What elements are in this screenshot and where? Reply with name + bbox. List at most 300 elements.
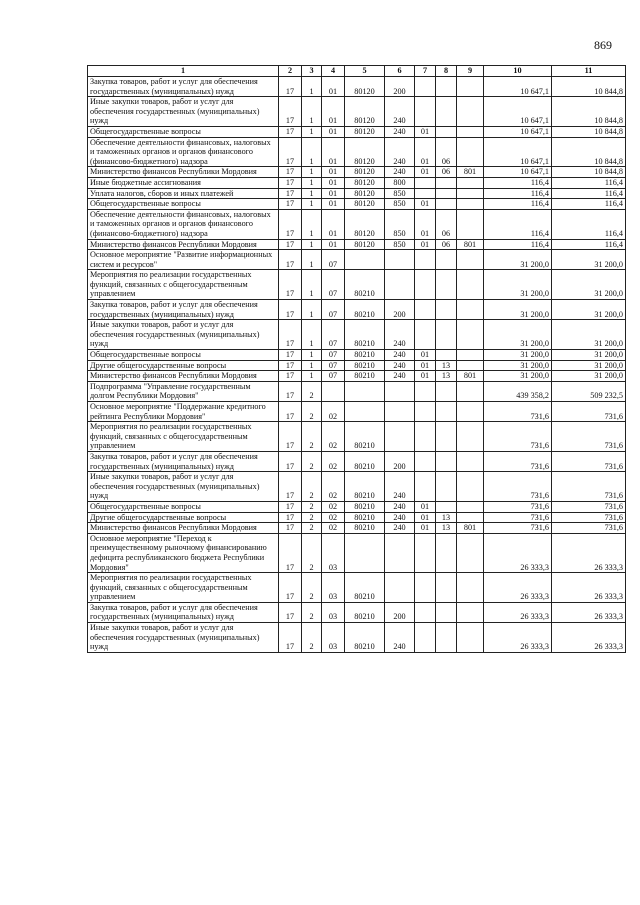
row-cell-5: 80210 (345, 422, 385, 452)
row-cell-8: 13 (436, 371, 457, 382)
row-cell-8: 06 (436, 167, 457, 178)
row-cell-7 (415, 77, 436, 97)
row-cell-5: 80120 (345, 188, 385, 199)
row-cell-11: 10 844,8 (552, 126, 626, 137)
row-cell-5: 80210 (345, 573, 385, 603)
row-cell-11: 31 200,0 (552, 250, 626, 270)
row-name-cell: Общегосударственные вопросы (88, 199, 279, 210)
row-cell-7: 01 (415, 350, 436, 361)
row-name-cell: Мероприятия по реализации государственных функций, связанных с общегосударственным управлением (88, 270, 279, 300)
row-cell-11: 26 333,3 (552, 602, 626, 622)
row-cell-10: 26 333,3 (484, 623, 552, 653)
row-cell-7: 01 (415, 371, 436, 382)
row-cell-2: 17 (279, 350, 302, 361)
row-cell-11: 26 333,3 (552, 623, 626, 653)
row-cell-5: 80210 (345, 371, 385, 382)
row-cell-9 (457, 451, 484, 471)
table-row (88, 126, 626, 137)
row-cell-8: 06 (436, 239, 457, 250)
table-row (88, 77, 626, 97)
table-row (88, 209, 626, 239)
row-cell-7 (415, 97, 436, 127)
table-row (88, 199, 626, 210)
row-cell-9 (457, 512, 484, 523)
row-cell-3: 2 (302, 402, 322, 422)
row-cell-10: 10 647,1 (484, 167, 552, 178)
row-cell-11: 731,6 (552, 402, 626, 422)
row-name-cell: Иные закупки товаров, работ и услуг для обеспечения государственных (муниципальных) нужд (88, 97, 279, 127)
row-cell-4: 01 (322, 188, 345, 199)
row-cell-5: 80210 (345, 472, 385, 502)
row-cell-4: 01 (322, 126, 345, 137)
row-cell-8 (436, 381, 457, 401)
row-cell-10: 10 647,1 (484, 126, 552, 137)
row-cell-9 (457, 350, 484, 361)
row-cell-7 (415, 451, 436, 471)
row-cell-4: 03 (322, 623, 345, 653)
row-cell-4: 02 (322, 523, 345, 534)
row-cell-5: 80120 (345, 126, 385, 137)
row-cell-5: 80210 (345, 602, 385, 622)
row-cell-6: 200 (385, 602, 415, 622)
row-cell-3: 1 (302, 360, 322, 371)
row-cell-5: 80120 (345, 137, 385, 167)
table-row (88, 270, 626, 300)
row-cell-8 (436, 188, 457, 199)
row-cell-10: 731,6 (484, 402, 552, 422)
table-row (88, 523, 626, 534)
column-header-2: 2 (279, 66, 302, 77)
row-name-cell: Обеспечение деятельности финансовых, налоговых и таможенных органов и органов финансового (финансово-бюджетного) надзора (88, 137, 279, 167)
column-header-3: 3 (302, 66, 322, 77)
row-cell-8 (436, 77, 457, 97)
row-cell-3: 2 (302, 472, 322, 502)
column-header-4: 4 (322, 66, 345, 77)
row-cell-6: 850 (385, 239, 415, 250)
row-cell-6 (385, 270, 415, 300)
row-cell-4: 01 (322, 209, 345, 239)
row-cell-4: 01 (322, 239, 345, 250)
row-cell-2: 17 (279, 300, 302, 320)
row-cell-8 (436, 623, 457, 653)
row-cell-10: 116,4 (484, 239, 552, 250)
row-cell-4 (322, 381, 345, 401)
row-cell-3: 2 (302, 512, 322, 523)
column-header-5: 5 (345, 66, 385, 77)
row-cell-5: 80210 (345, 623, 385, 653)
row-cell-2: 17 (279, 533, 302, 572)
row-name-cell: Иные закупки товаров, работ и услуг для обеспечения государственных (муниципальных) нужд (88, 623, 279, 653)
row-name-cell: Закупка товаров, работ и услуг для обеспечения государственных (муниципальных) нужд (88, 451, 279, 471)
row-cell-5: 80120 (345, 77, 385, 97)
row-cell-4: 07 (322, 300, 345, 320)
row-cell-9 (457, 472, 484, 502)
row-cell-3: 2 (302, 623, 322, 653)
row-name-cell: Общегосударственные вопросы (88, 501, 279, 512)
row-cell-7 (415, 422, 436, 452)
row-cell-11: 509 232,5 (552, 381, 626, 401)
row-cell-2: 17 (279, 250, 302, 270)
row-cell-2: 17 (279, 512, 302, 523)
row-cell-4: 07 (322, 371, 345, 382)
row-cell-6: 240 (385, 472, 415, 502)
row-cell-3: 1 (302, 167, 322, 178)
row-cell-3: 2 (302, 573, 322, 603)
row-cell-3: 1 (302, 199, 322, 210)
row-cell-4: 03 (322, 573, 345, 603)
row-cell-6: 240 (385, 350, 415, 361)
row-cell-10: 10 647,1 (484, 77, 552, 97)
column-header-1: 1 (88, 66, 279, 77)
row-cell-9 (457, 77, 484, 97)
row-cell-7: 01 (415, 239, 436, 250)
row-name-cell: Закупка товаров, работ и услуг для обеспечения государственных (муниципальных) нужд (88, 77, 279, 97)
row-cell-2: 17 (279, 371, 302, 382)
row-cell-3: 1 (302, 188, 322, 199)
table-row (88, 250, 626, 270)
row-cell-9: 801 (457, 371, 484, 382)
row-cell-2: 17 (279, 472, 302, 502)
row-cell-4: 02 (322, 402, 345, 422)
row-cell-11: 116,4 (552, 177, 626, 188)
table-row (88, 512, 626, 523)
table-row (88, 501, 626, 512)
row-cell-10: 31 200,0 (484, 360, 552, 371)
table-row (88, 533, 626, 572)
row-cell-6: 240 (385, 137, 415, 167)
row-cell-7: 01 (415, 126, 436, 137)
row-cell-3: 2 (302, 381, 322, 401)
row-cell-2: 17 (279, 270, 302, 300)
row-cell-8 (436, 300, 457, 320)
row-cell-2: 17 (279, 451, 302, 471)
table-row (88, 320, 626, 350)
row-cell-7 (415, 320, 436, 350)
row-cell-7 (415, 270, 436, 300)
row-cell-8 (436, 97, 457, 127)
row-cell-4: 07 (322, 350, 345, 361)
row-cell-10: 10 647,1 (484, 97, 552, 127)
row-cell-8 (436, 126, 457, 137)
row-cell-4: 01 (322, 199, 345, 210)
table-row (88, 402, 626, 422)
row-cell-8: 13 (436, 360, 457, 371)
row-cell-9 (457, 573, 484, 603)
row-cell-6: 240 (385, 167, 415, 178)
row-cell-7 (415, 300, 436, 320)
row-cell-10: 116,4 (484, 177, 552, 188)
row-cell-10: 31 200,0 (484, 371, 552, 382)
row-cell-11: 31 200,0 (552, 360, 626, 371)
row-cell-3: 2 (302, 451, 322, 471)
row-cell-9 (457, 623, 484, 653)
row-cell-5: 80210 (345, 512, 385, 523)
row-name-cell: Другие общегосударственные вопросы (88, 512, 279, 523)
row-cell-4: 07 (322, 270, 345, 300)
row-cell-2: 17 (279, 97, 302, 127)
row-cell-3: 1 (302, 177, 322, 188)
column-header-6: 6 (385, 66, 415, 77)
row-cell-8: 13 (436, 523, 457, 534)
row-cell-4: 07 (322, 320, 345, 350)
row-cell-6: 200 (385, 451, 415, 471)
row-cell-8 (436, 199, 457, 210)
row-cell-11: 10 844,8 (552, 97, 626, 127)
row-cell-3: 1 (302, 126, 322, 137)
row-cell-5: 80210 (345, 523, 385, 534)
row-cell-7 (415, 402, 436, 422)
table-row (88, 623, 626, 653)
row-cell-8 (436, 451, 457, 471)
row-cell-3: 1 (302, 320, 322, 350)
row-cell-10: 26 333,3 (484, 573, 552, 603)
row-cell-3: 1 (302, 371, 322, 382)
row-cell-11: 31 200,0 (552, 350, 626, 361)
row-cell-6 (385, 533, 415, 572)
row-cell-3: 1 (302, 250, 322, 270)
row-cell-3: 1 (302, 77, 322, 97)
row-cell-10: 731,6 (484, 472, 552, 502)
row-cell-11: 731,6 (552, 523, 626, 534)
row-cell-6: 240 (385, 320, 415, 350)
row-name-cell: Основное мероприятие "Развитие информационных систем и ресурсов" (88, 250, 279, 270)
row-cell-4: 01 (322, 97, 345, 127)
row-cell-6 (385, 381, 415, 401)
column-header-7: 7 (415, 66, 436, 77)
row-cell-2: 17 (279, 209, 302, 239)
row-cell-5: 80210 (345, 300, 385, 320)
row-cell-7 (415, 533, 436, 572)
row-cell-7 (415, 188, 436, 199)
row-cell-2: 17 (279, 239, 302, 250)
row-cell-6: 240 (385, 623, 415, 653)
row-cell-9 (457, 602, 484, 622)
row-cell-4: 02 (322, 451, 345, 471)
row-cell-9 (457, 533, 484, 572)
table-header-row (88, 66, 626, 77)
row-cell-4: 01 (322, 77, 345, 97)
row-cell-10: 731,6 (484, 523, 552, 534)
row-cell-8 (436, 602, 457, 622)
row-cell-2: 17 (279, 602, 302, 622)
row-cell-10: 439 358,2 (484, 381, 552, 401)
table-row (88, 300, 626, 320)
row-cell-9 (457, 250, 484, 270)
row-cell-7: 01 (415, 501, 436, 512)
row-cell-2: 17 (279, 126, 302, 137)
table-row (88, 381, 626, 401)
row-cell-4: 03 (322, 533, 345, 572)
row-cell-7: 01 (415, 167, 436, 178)
row-cell-8 (436, 250, 457, 270)
row-cell-2: 17 (279, 501, 302, 512)
row-cell-10: 26 333,3 (484, 602, 552, 622)
row-cell-8 (436, 472, 457, 502)
row-cell-5: 80210 (345, 360, 385, 371)
row-cell-9 (457, 501, 484, 512)
row-cell-4: 01 (322, 167, 345, 178)
row-cell-6: 240 (385, 501, 415, 512)
row-name-cell: Мероприятия по реализации государственных функций, связанных с общегосударственным управлением (88, 422, 279, 452)
row-cell-5 (345, 402, 385, 422)
row-cell-6 (385, 422, 415, 452)
row-cell-2: 17 (279, 188, 302, 199)
column-header-11: 11 (552, 66, 626, 77)
row-cell-8 (436, 573, 457, 603)
row-cell-7: 01 (415, 137, 436, 167)
row-cell-5: 80210 (345, 270, 385, 300)
row-cell-9 (457, 97, 484, 127)
row-cell-4: 07 (322, 250, 345, 270)
table-body (88, 77, 626, 653)
row-cell-2: 17 (279, 422, 302, 452)
row-cell-4: 02 (322, 501, 345, 512)
row-cell-10: 31 200,0 (484, 320, 552, 350)
row-cell-6: 240 (385, 360, 415, 371)
row-cell-10: 116,4 (484, 199, 552, 210)
row-cell-10: 31 200,0 (484, 350, 552, 361)
column-header-10: 10 (484, 66, 552, 77)
row-cell-11: 731,6 (552, 472, 626, 502)
table-row (88, 239, 626, 250)
row-cell-9 (457, 360, 484, 371)
row-name-cell: Уплата налогов, сборов и иных платежей (88, 188, 279, 199)
row-cell-5: 80120 (345, 209, 385, 239)
row-cell-6 (385, 250, 415, 270)
row-cell-11: 31 200,0 (552, 371, 626, 382)
row-cell-5: 80120 (345, 199, 385, 210)
row-cell-11: 26 333,3 (552, 533, 626, 572)
row-cell-3: 2 (302, 533, 322, 572)
row-cell-7: 01 (415, 360, 436, 371)
row-cell-8 (436, 350, 457, 361)
row-cell-3: 2 (302, 523, 322, 534)
row-name-cell: Министерство финансов Республики Мордовия (88, 371, 279, 382)
row-cell-8 (436, 402, 457, 422)
row-cell-5: 80120 (345, 239, 385, 250)
row-cell-3: 1 (302, 209, 322, 239)
row-name-cell: Обеспечение деятельности финансовых, налоговых и таможенных органов и органов финансового (финансово-бюджетного) надзора (88, 209, 279, 239)
row-cell-11: 731,6 (552, 422, 626, 452)
row-cell-2: 17 (279, 360, 302, 371)
row-cell-11: 31 200,0 (552, 320, 626, 350)
row-cell-6: 240 (385, 523, 415, 534)
table-row (88, 97, 626, 127)
row-cell-10: 26 333,3 (484, 533, 552, 572)
row-cell-9 (457, 177, 484, 188)
row-cell-3: 2 (302, 602, 322, 622)
row-cell-6: 800 (385, 177, 415, 188)
row-cell-7 (415, 381, 436, 401)
row-cell-8 (436, 501, 457, 512)
row-cell-10: 10 647,1 (484, 137, 552, 167)
row-cell-2: 17 (279, 381, 302, 401)
row-name-cell: Другие общегосударственные вопросы (88, 360, 279, 371)
row-cell-2: 17 (279, 77, 302, 97)
row-cell-6: 200 (385, 300, 415, 320)
table-row (88, 602, 626, 622)
row-name-cell: Закупка товаров, работ и услуг для обеспечения государственных (муниципальных) нужд (88, 300, 279, 320)
row-cell-9 (457, 320, 484, 350)
table-row (88, 360, 626, 371)
row-cell-2: 17 (279, 137, 302, 167)
row-name-cell: Иные закупки товаров, работ и услуг для обеспечения государственных (муниципальных) нужд (88, 472, 279, 502)
row-cell-11: 731,6 (552, 451, 626, 471)
row-cell-7: 01 (415, 209, 436, 239)
row-cell-7 (415, 472, 436, 502)
row-cell-11: 10 844,8 (552, 77, 626, 97)
table-row (88, 137, 626, 167)
table-row (88, 472, 626, 502)
row-name-cell: Иные закупки товаров, работ и услуг для обеспечения государственных (муниципальных) нужд (88, 320, 279, 350)
row-cell-7 (415, 177, 436, 188)
row-cell-8 (436, 422, 457, 452)
row-cell-7: 01 (415, 512, 436, 523)
table-row (88, 188, 626, 199)
row-cell-10: 31 200,0 (484, 250, 552, 270)
row-cell-9 (457, 402, 484, 422)
row-cell-10: 116,4 (484, 188, 552, 199)
row-cell-7 (415, 623, 436, 653)
table-row (88, 422, 626, 452)
row-cell-9 (457, 422, 484, 452)
row-cell-9 (457, 381, 484, 401)
row-cell-11: 10 844,8 (552, 167, 626, 178)
table-row (88, 350, 626, 361)
row-cell-11: 731,6 (552, 512, 626, 523)
row-cell-3: 1 (302, 270, 322, 300)
row-cell-10: 731,6 (484, 512, 552, 523)
row-cell-6: 850 (385, 209, 415, 239)
row-name-cell: Министерство финансов Республики Мордовия (88, 167, 279, 178)
row-cell-10: 731,6 (484, 422, 552, 452)
row-cell-6: 240 (385, 126, 415, 137)
row-cell-8: 13 (436, 512, 457, 523)
row-cell-7 (415, 602, 436, 622)
row-cell-11: 31 200,0 (552, 270, 626, 300)
row-cell-6: 850 (385, 199, 415, 210)
row-cell-9: 801 (457, 239, 484, 250)
row-cell-3: 1 (302, 350, 322, 361)
row-cell-11: 116,4 (552, 188, 626, 199)
row-name-cell: Общегосударственные вопросы (88, 350, 279, 361)
table-row (88, 573, 626, 603)
row-cell-6: 240 (385, 97, 415, 127)
row-cell-6 (385, 402, 415, 422)
row-cell-5 (345, 381, 385, 401)
row-cell-7 (415, 573, 436, 603)
row-cell-4: 02 (322, 512, 345, 523)
row-cell-5: 80210 (345, 501, 385, 512)
row-cell-11: 116,4 (552, 209, 626, 239)
row-cell-4: 01 (322, 177, 345, 188)
row-name-cell: Подпрограмма "Управление государственным долгом Республики Мордовия" (88, 381, 279, 401)
row-name-cell: Иные бюджетные ассигнования (88, 177, 279, 188)
row-cell-2: 17 (279, 167, 302, 178)
column-header-8: 8 (436, 66, 457, 77)
row-cell-3: 1 (302, 97, 322, 127)
row-cell-8 (436, 270, 457, 300)
row-cell-8 (436, 533, 457, 572)
row-cell-4: 02 (322, 422, 345, 452)
table-row (88, 167, 626, 178)
row-cell-10: 31 200,0 (484, 300, 552, 320)
row-cell-5: 80210 (345, 451, 385, 471)
row-name-cell: Министерство финансов Республики Мордовия (88, 239, 279, 250)
budget-table (87, 65, 626, 653)
row-cell-2: 17 (279, 402, 302, 422)
row-name-cell: Основное мероприятие "Переход к преимущественному рыночному финансированию дефицита республиканского бюджета Республики Мордовия" (88, 533, 279, 572)
